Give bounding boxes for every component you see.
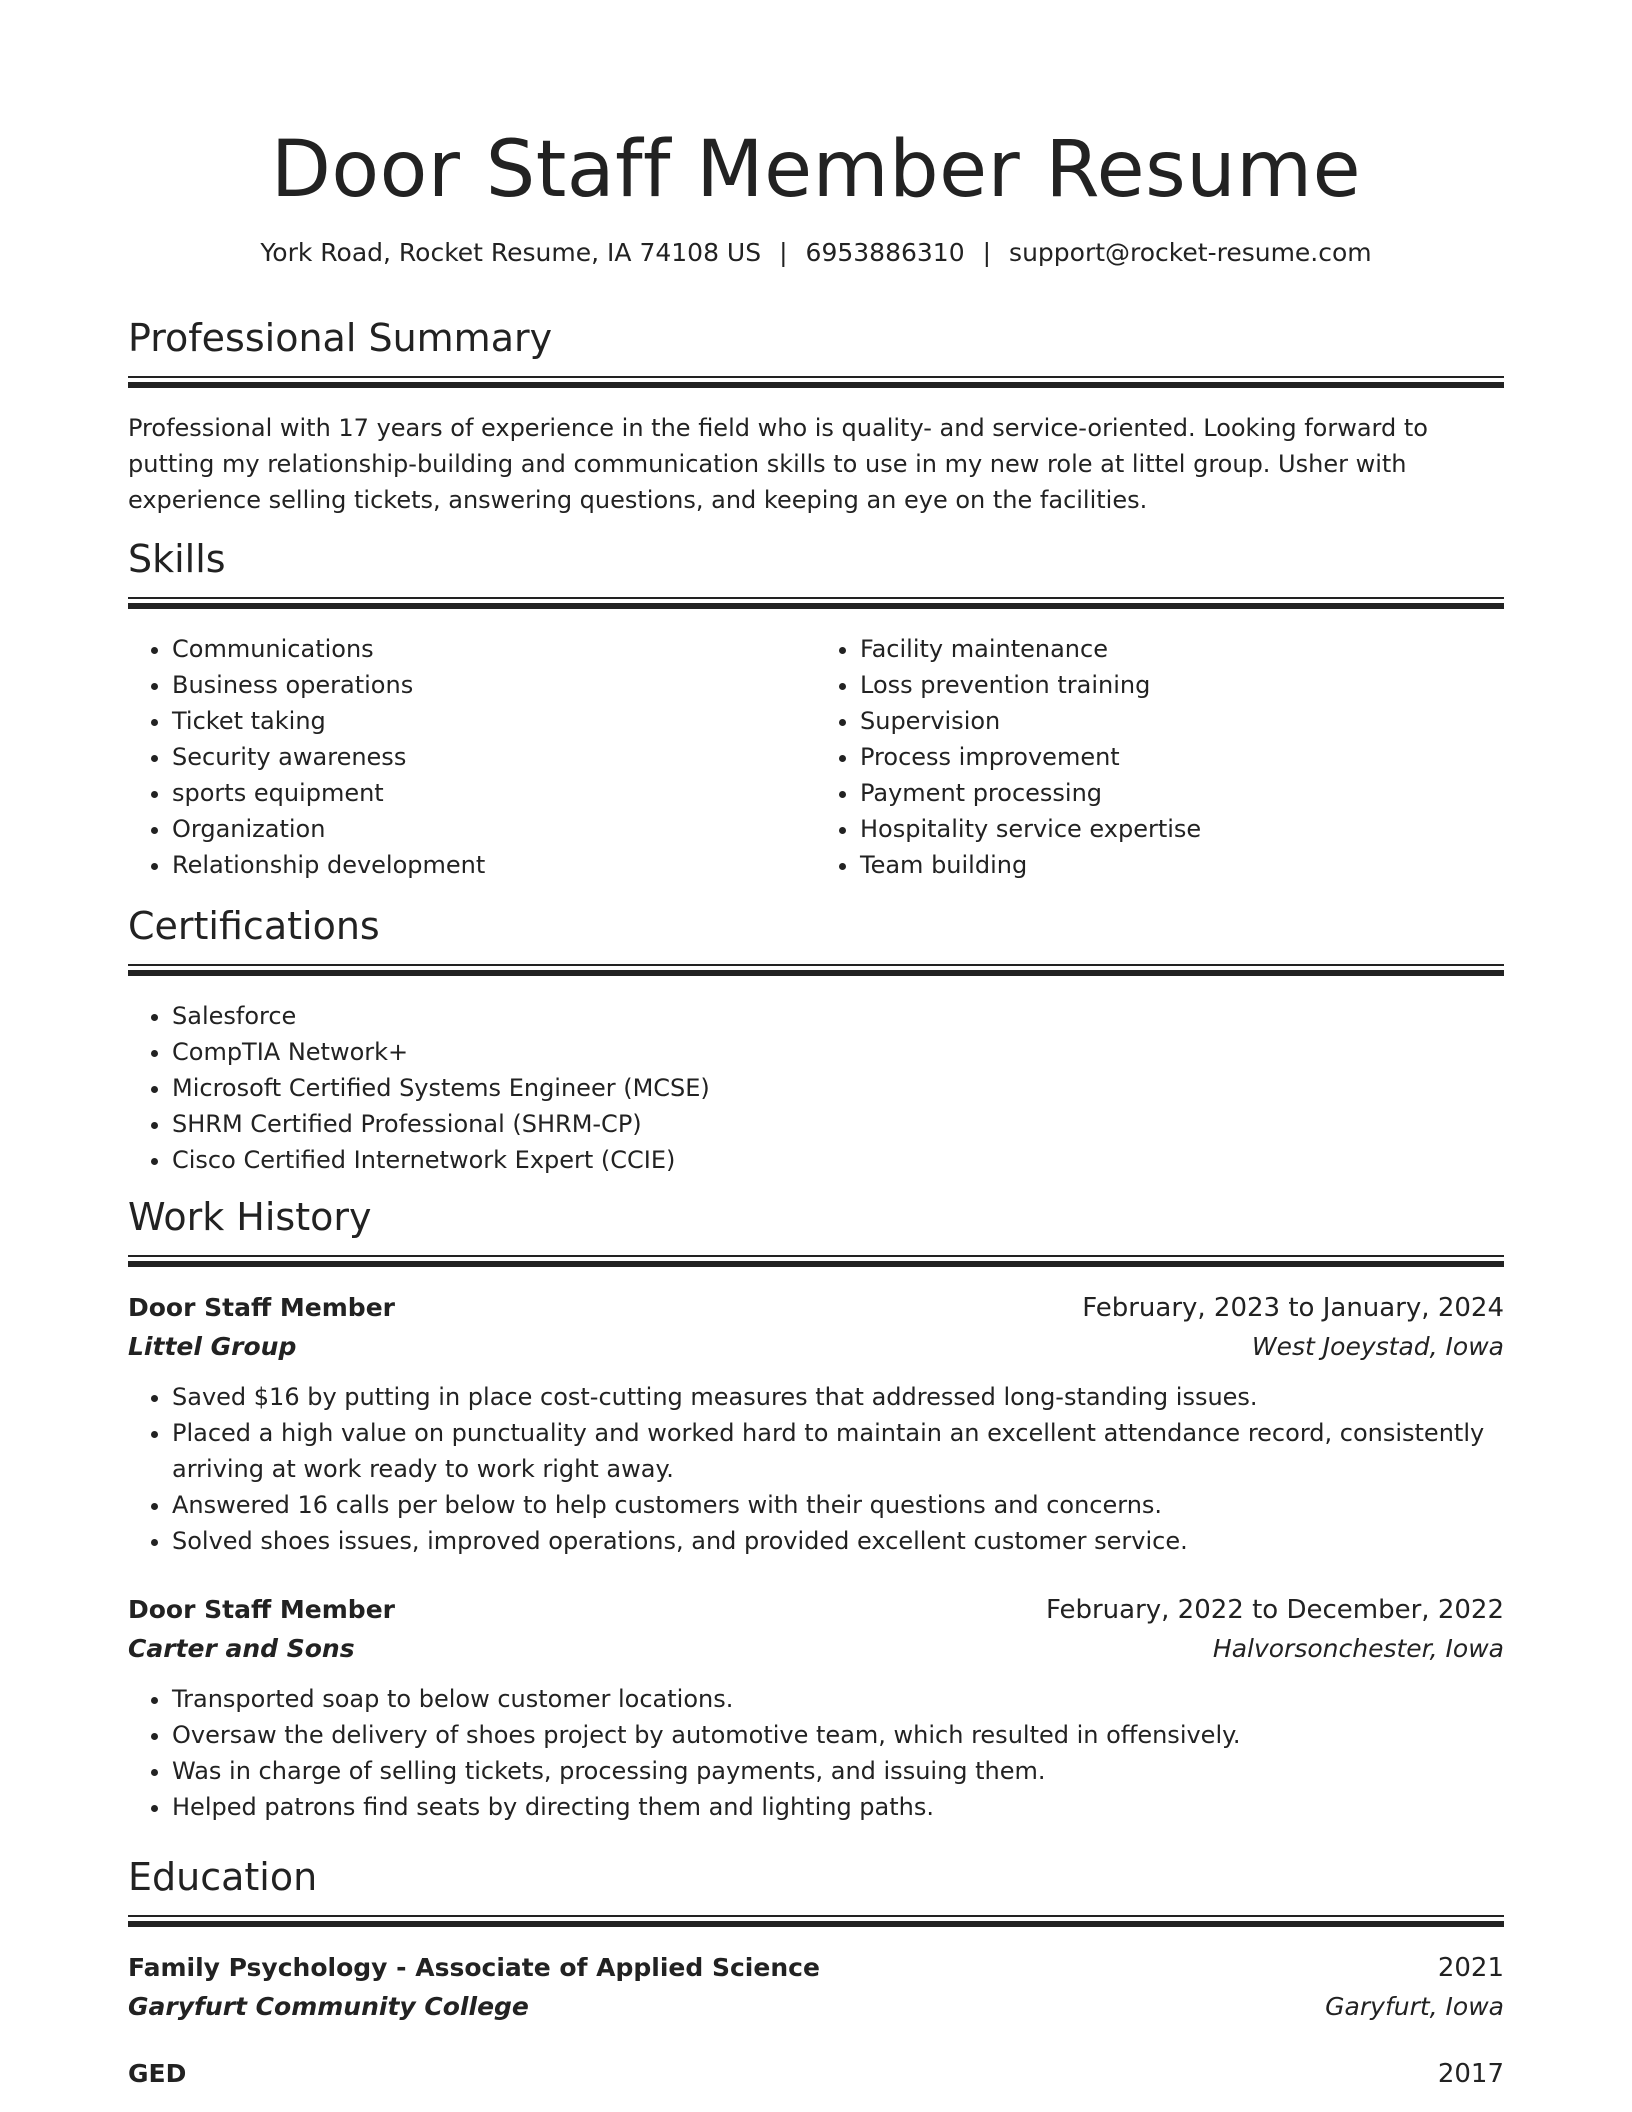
job-header — [128, 1289, 1504, 1327]
skill-item: • Team building — [860, 847, 1504, 883]
job-bullets — [128, 1379, 1504, 1559]
work-history-section — [128, 1193, 1504, 1825]
job-bullets — [128, 1681, 1504, 1825]
skill-item: • Communications — [172, 631, 816, 667]
summary-text: Professional with 17 years of experience in the field who is quality- and service-oriented. Looking forward to putting my relationship-building and communication skills to use in my new role at littel group. Usher with experience selling tickets, answering questions, and keeping an eye on the facilities. — [128, 414, 1428, 514]
certification-item: • CompTIA Network+ — [172, 1034, 1504, 1070]
job-bullet: • Was in charge of selling tickets, processing payments, and issuing them. — [172, 1753, 1504, 1789]
section-title-work: Work History — [128, 1195, 372, 1239]
resume-title: Door Staff Member Resume — [270, 125, 1362, 215]
summary-section — [128, 314, 1504, 518]
certification-item: • Salesforce — [172, 998, 1504, 1034]
job-location: Halvorsonchester, Iowa — [1212, 1634, 1504, 1663]
job-header — [128, 1591, 1504, 1629]
section-title-summary: Professional Summary — [128, 316, 553, 360]
section-divider — [128, 597, 1504, 609]
section-title-skills: Skills — [128, 537, 226, 581]
skill-item: • Payment processing — [860, 775, 1504, 811]
skill-item: • Facility maintenance — [860, 631, 1504, 667]
section-title-certifications: Certifications — [128, 904, 380, 948]
job-bullet: • Helped patrons find seats by directing them and lighting paths. — [172, 1789, 1504, 1825]
skill-item: • Security awareness — [172, 739, 816, 775]
job-bullet: • Solved shoes issues, improved operations, and provided excellent customer service. — [172, 1523, 1504, 1559]
job-org — [128, 1327, 1504, 1367]
education-org — [128, 1987, 1504, 2027]
contact-email: support@rocket-resume.com — [1009, 238, 1372, 267]
skills-left-list — [128, 631, 816, 883]
job-entry — [128, 1289, 1504, 1559]
skill-item: • Relationship development — [172, 847, 816, 883]
skill-item: • Ticket taking — [172, 703, 816, 739]
job-org — [128, 1629, 1504, 1669]
section-divider — [128, 964, 1504, 976]
skill-item: • Hospitality service expertise — [860, 811, 1504, 847]
job-bullet: • Answered 16 calls per below to help customers with their questions and concerns. — [172, 1487, 1504, 1523]
job-dates: February, 2023 to January, 2024 — [1082, 1293, 1504, 1323]
job-bullet: • Transported soap to below customer locations. — [172, 1681, 1504, 1717]
skill-item: • Process improvement — [860, 739, 1504, 775]
education-degree: GED — [128, 2059, 187, 2088]
education-entry — [128, 2055, 1504, 2093]
skill-item: • Organization — [172, 811, 816, 847]
contact-phone: 6953886310 — [805, 238, 965, 267]
skills-section — [128, 535, 1504, 883]
education-section — [128, 1853, 1504, 2093]
certification-item: • Microsoft Certified Systems Engineer (MCSE) — [172, 1070, 1504, 1106]
skills-right-list — [816, 631, 1504, 883]
section-divider — [128, 376, 1504, 388]
education-entry — [128, 1949, 1504, 2027]
contact-separator: | — [982, 238, 992, 267]
skill-item: • Business operations — [172, 667, 816, 703]
skills-grid — [128, 631, 1504, 883]
job-entry — [128, 1591, 1504, 1825]
job-company: Carter and Sons — [128, 1634, 355, 1663]
certification-item: • SHRM Certified Professional (SHRM-CP) — [172, 1106, 1504, 1142]
job-bullet: • Oversaw the delivery of shoes project by automotive team, which resulted in offensively. — [172, 1717, 1504, 1753]
certifications-section — [128, 902, 1504, 1178]
section-title-education: Education — [128, 1855, 318, 1899]
education-school: Garyfurt Community College — [128, 1992, 529, 2021]
education-location: Garyfurt, Iowa — [1325, 1992, 1504, 2021]
contact-separator: | — [779, 238, 788, 267]
job-title: Door Staff Member — [128, 1293, 395, 1322]
education-year: 2017 — [1437, 2059, 1504, 2089]
section-divider — [128, 1915, 1504, 1927]
skill-item: • Loss prevention training — [860, 667, 1504, 703]
job-title: Door Staff Member — [128, 1595, 395, 1624]
section-divider — [128, 1255, 1504, 1267]
contact-address: York Road, Rocket Resume, IA 74108 US — [260, 238, 762, 267]
job-company: Littel Group — [128, 1332, 297, 1361]
education-degree: Family Psychology - Associate of Applied Science — [128, 1953, 820, 1982]
job-bullet: • Saved $16 by putting in place cost-cutting measures that addressed long-standing issues. — [172, 1379, 1504, 1415]
education-header — [128, 2055, 1504, 2093]
education-year: 2021 — [1437, 1953, 1504, 1983]
job-dates: February, 2022 to December, 2022 — [1045, 1595, 1504, 1625]
job-bullet: • Placed a high value on punctuality and worked hard to maintain an excellent attendance record, consistently arriving at work ready to work right away. — [172, 1415, 1504, 1487]
certification-item: • Cisco Certified Internetwork Expert (CCIE) — [172, 1142, 1504, 1178]
skill-item: • Supervision — [860, 703, 1504, 739]
contact-line — [128, 236, 1504, 270]
education-header — [128, 1949, 1504, 1987]
skill-item: • sports equipment — [172, 775, 816, 811]
job-location: West Joeystad, Iowa — [1251, 1332, 1504, 1361]
certifications-list — [128, 998, 1504, 1178]
